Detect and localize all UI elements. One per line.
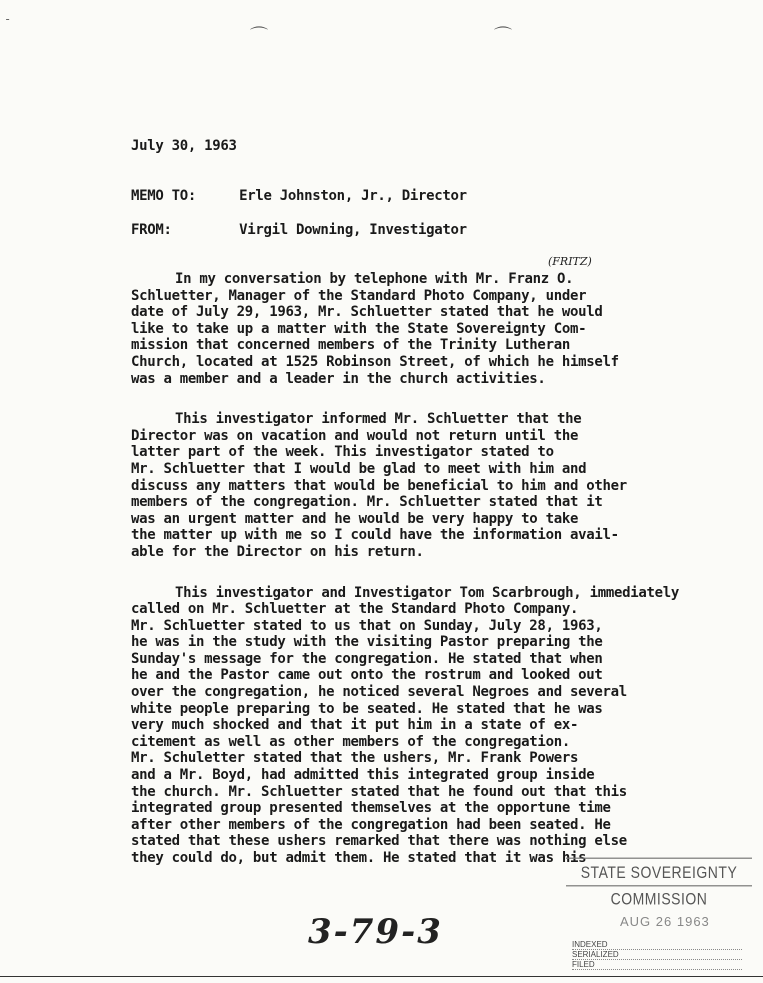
handwritten-fritz-note: (FRITZ) bbox=[548, 255, 592, 268]
hole-punch-mark-left: ⌒ bbox=[250, 26, 268, 47]
stamp-title: STATE SOVEREIGNTY COMMISSION bbox=[566, 858, 752, 887]
paragraph-2: This investigator informed Mr. Schluetter that the Director was on vacation and would not return until the latter part of the week. This investigator stated to Mr. Schluetter that I would be glad to meet with him and discuss any matters that would be beneficial to him and other members of the congregation. Mr. Schluetter stated that it was an urgent matter and he would be very happy to take the matter up with me so I could have the information avail- able for the Director on his return. bbox=[131, 411, 627, 560]
stamp-line-indexed: INDEXED bbox=[572, 940, 742, 950]
memo-to-label: MEMO TO: bbox=[131, 188, 197, 204]
memo-to-row bbox=[131, 188, 467, 204]
paragraph-1: In my conversation by telephone with Mr. Franz O. Schluetter, Manager of the Standard Photo Company, under date of July 29, 1963, Mr. Schluetter stated that he would like to take up a matter with the State Sovereignty Com- mission that concerned members of the Trinity Lutheran Church, located at 1525 Robinson Street, of which he himself was a member and a leader in the church activities. bbox=[131, 271, 619, 387]
memo-date: July 30, 1963 bbox=[131, 138, 237, 154]
hole-punch-mark-right: ⌒ bbox=[494, 26, 512, 47]
stamp-line-serialized: SERIALIZED bbox=[572, 950, 742, 960]
commission-stamp bbox=[566, 856, 756, 978]
memo-body bbox=[131, 271, 751, 891]
bottom-edge-rule bbox=[0, 976, 763, 977]
handwritten-file-number: 3-79-3 bbox=[308, 912, 443, 952]
stamp-lines bbox=[572, 940, 742, 970]
memo-from-value: Virgil Downing, Investigator bbox=[239, 222, 467, 238]
memo-from-row bbox=[131, 222, 467, 238]
memo-to-value: Erle Johnston, Jr., Director bbox=[239, 188, 467, 204]
memo-from-label: FROM: bbox=[131, 222, 172, 238]
stamp-line-filed: FILED bbox=[572, 960, 742, 970]
stamp-date: AUG 26 1963 bbox=[620, 914, 710, 929]
stray-mark: - bbox=[4, 12, 12, 26]
paragraph-3: This investigator and Investigator Tom Scarbrough, immediately called on Mr. Schluetter at the Standard Photo Company. Mr. Schluetter stated to us that on Sunday, July 28, 1963, he was in the study with the visiting Pastor preparing the Sunday's message for the congregation. He stated that when he and the Pastor came out onto the rostrum and looked out over the congregation, he noticed several Negroes and several white people preparing to be seated. He stated that he was very much shocked and that it put him in a state of ex- citement as well as other members of the congregation. Mr. Schuletter stated that the ushers, Mr. Frank Powers and a Mr. Boyd, had admitted this integrated group inside the church. Mr. Schluetter stated that he found out that this integrated group presented themselves at the opportune time after other members of the congregation had been seated. He stated that these ushers remarked that there was nothing else they could do, but admit them. He stated that it was his bbox=[131, 584, 679, 866]
